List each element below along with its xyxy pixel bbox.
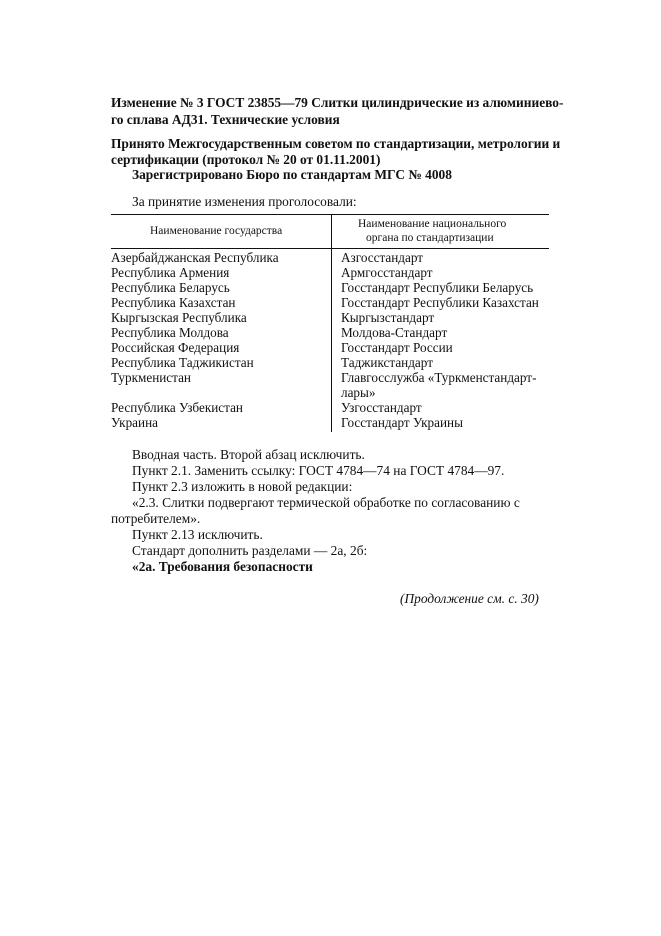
table-row-body: Азгосстандарт — [341, 250, 424, 265]
table-row-body: Госстандарт Республики Беларусь — [341, 280, 534, 295]
table-row-body: Госстандарт Украины — [341, 415, 463, 430]
change-paragraph: «2.3. Слитки подвергают термической обработке по согласованию с — [132, 495, 520, 510]
col-body-header-line-2: органа по стандартизации — [366, 232, 494, 244]
table-row-body: Таджикстандарт — [341, 355, 433, 370]
adopted-line-2: сертификации (протокол № 20 от 01.11.2001) — [111, 152, 381, 167]
title-line-2: го сплава АД31. Технические условия — [111, 112, 340, 127]
change-paragraph: Пункт 2.3 изложить в новой редакции: — [132, 479, 353, 494]
table-column-divider — [331, 214, 332, 432]
table-row-state: Кыргызская Республика — [111, 310, 247, 325]
table-row-state: Туркменистан — [111, 370, 191, 385]
change-paragraph: Вводная часть. Второй абзац исключить. — [132, 447, 365, 462]
change-paragraph: Пункт 2.13 исключить. — [132, 527, 263, 542]
table-top-rule — [111, 214, 549, 215]
table-row-body: Госстандарт России — [341, 340, 453, 355]
table-row-body: Молдова-Стандарт — [341, 325, 448, 340]
table-row-body-continued: лары» — [341, 385, 376, 400]
table-row-state: Украина — [111, 415, 158, 430]
table-row-state: Республика Молдова — [111, 325, 229, 340]
table-row-body: Узгосстандарт — [341, 400, 422, 415]
table-row-body: Госстандарт Республики Казахстан — [341, 295, 539, 310]
col-body-header-line-1: Наименование национального — [358, 218, 507, 230]
continuation-note: (Продолжение см. с. 30) — [400, 591, 539, 606]
table-row-state: Республика Армения — [111, 265, 230, 280]
table-row-state: Республика Беларусь — [111, 280, 230, 295]
table-row-state: Российская Федерация — [111, 340, 240, 355]
change-paragraph: Пункт 2.1. Заменить ссылку: ГОСТ 4784—74 на ГОСТ 4784—97. — [132, 463, 505, 478]
table-row-state: Республика Таджикистан — [111, 355, 254, 370]
table-row-body: Армгосстандарт — [341, 265, 433, 280]
vote-intro: За принятие изменения проголосовали: — [132, 194, 357, 209]
col-state-header: Наименование государства — [150, 225, 283, 237]
change-paragraph-continued: потребителем». — [111, 511, 201, 526]
table-row-state: Азербайджанская Республика — [111, 250, 279, 265]
table-row-state: Республика Узбекистан — [111, 400, 243, 415]
table-row-body: Главгосслужба «Туркменстандарт- — [341, 370, 537, 385]
title-line-1: Изменение № 3 ГОСТ 23855—79 Слитки цилиндрические из алюминиево- — [111, 95, 564, 110]
table-row-body: Кыргызстандарт — [341, 310, 435, 325]
change-paragraph: Стандарт дополнить разделами — 2а, 2б: — [132, 543, 368, 558]
table-row-state: Республика Казахстан — [111, 295, 236, 310]
section-heading: «2а. Требования безопасности — [132, 559, 313, 574]
registered-line: Зарегистрировано Бюро по стандартам МГС № 4008 — [132, 167, 452, 182]
adopted-line-1: Принято Межгосударственным советом по стандартизации, метрологии и — [111, 136, 561, 151]
